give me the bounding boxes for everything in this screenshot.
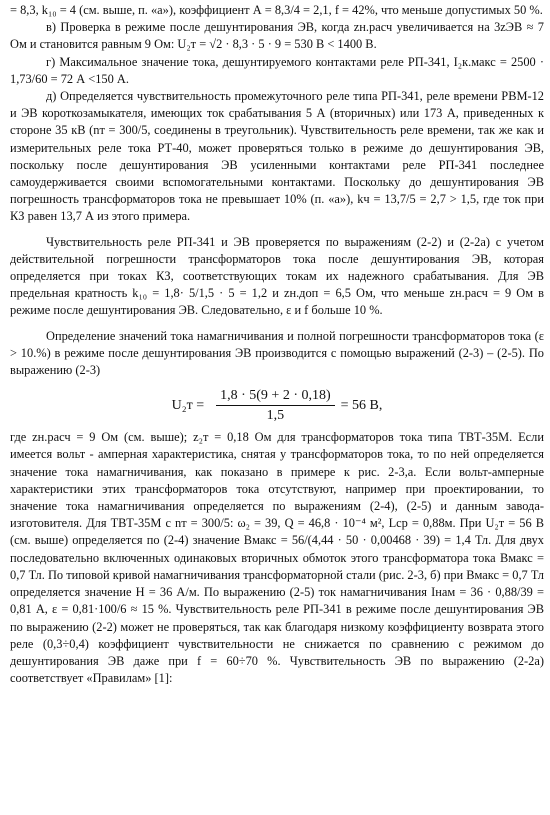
- paragraph: д) Определяется чувствительность промежуточного реле типа РП-341, реле времени РВМ-12 и ЭВ короткозамыкателя, имеющих ток срабатывания 5 А (вторичных) или 173 А, приведенных к стороне 35 кВ (nт = 300/5, соединены в треугольник). Чувствительность реле времени, так же как и измерительных реле тока РТ-40, может проверяться только в режиме до дешунтирования ЭВ, поскольку после дешунтирования ЭВ усиленными контактами реле РП-341 последнее самоудерживается своими вспомогательными контактами. Поскольку до дешунтирования ЭВ погрешность трансформаторов тока не превышает 10% (п. «а»), kч = 13,7/5 = 2,7 > 1,5, где ток при КЗ равен 13,7 А из этого примера.: [10, 89, 544, 224]
- formula-rhs: = 56 В,: [340, 397, 383, 413]
- paragraph: Определение значений тока намагничивания и полной погрешности трансформаторов тока (ε > 10.%) в режиме после дешунтирования ЭВ производится с помощью выражений (2-3) – (2-5). По выражению (2-3): [10, 328, 544, 378]
- formula-u2t: [10, 383, 544, 427]
- paragraph: Чувствительность реле РП-341 и ЭВ проверяется по выражениям (2-2) и (2-2а) с учетом действительной погрешности трансформаторов тока после дешунтирования ЭВ, которая определяется при токах КЗ, соответствующих токам их надежного срабатывания. Для ЭВ предельная кратность k₁₀ = 1,8· 5/1,5 · 5 = 1,2 и zн.доп = 6,5 Ом, что меньше zн.расч = 9 Ом в режиме после дешунтирования ЭВ. Следовательно, ε и f больше 10 %.: [10, 234, 544, 318]
- paragraph: где zн.расч = 9 Ом (см. выше); z₂т = 0,18 Ом для трансформаторов тока типа ТВТ-35М. Если имеется вольт - амперная характеристика, снятая у трансформаторов тока, то по ней определяется значение тока намагничивания, как показано в примере к рис. 2-3,а. Если вольт-амперные характеристики этих трансформаторов тока отсутствуют, например при проектировании, то значение тока намагничивания определяется по выражениям (2-4), (2-5) и данным завода-изготовителя. Для ТВТ-35М с nт = 300/5: ω₂ = 39, Q = 46,8 · 10⁻⁴ м², Lср = 0,88м. При U₂т = 56 В (см. выше) определяется по (2-4) значение Bмакс = 56/(4,44 · 50 · 0,00468 · 39) = 1,4 Тл. Для двух последовательно включенных одинаковых вторичных обмоток этого трансформатора тока Bмакс = 0,7 Тл. По типовой кривой намагничивания трансформаторной стали (рис. 2-3, б) при Bмакс = 0,7 Тл определяется значение H = 36 А/м. По выражению (2-5) ток намагничивания Iнам = 36 · 0,88/39 = 0,81 А, ε = 0,81·100/6 ≈ 15 %. Чувствительность реле РП-341 в режиме после дешунтирования ЭВ по выражению (2-2) может не проверяться, так как благодаря низкому коэффициенту возврата этого реле (0,3÷0,4) коэффициент чувствительности не снижается по сравнению с режимом до дешунтирования ЭВ даже при f = 60÷70 %. Чувствительность ЭВ по выражению (2-2а) соответствует «Правилам» [1]:: [10, 430, 544, 686]
- text-block-after-formula: [10, 429, 544, 687]
- formula-numerator: 1,8 · 5(9 + 2 · 0,18): [216, 387, 335, 406]
- paragraph: = 8,3, k₁₀ = 4 (см. выше, п. «а»), коэффициент А = 8,3/4 = 2,1, f = 42%, что меньше допустимых 50 %.: [10, 3, 543, 17]
- formula-denominator: 1,5: [266, 407, 285, 423]
- paragraph: г) Максимальное значение тока, дешунтируемого контактами реле РП-341, I₂к.макс = 2500 · 1,73/60 = 72 А <150 А.: [10, 54, 544, 86]
- formula-fraction: [216, 387, 335, 424]
- text-block-before-formula: [10, 2, 544, 379]
- paragraph: в) Проверка в режиме после дешунтирования ЭВ, когда zн.расч увеличивается на 3zЭВ ≈ 7 Ом и становится равным 9 Ом: U₂т = √2 · 8,3 · 5 · 9 = 530 В < 1400 В.: [10, 20, 544, 52]
- formula-lhs: U₂т =: [171, 397, 205, 413]
